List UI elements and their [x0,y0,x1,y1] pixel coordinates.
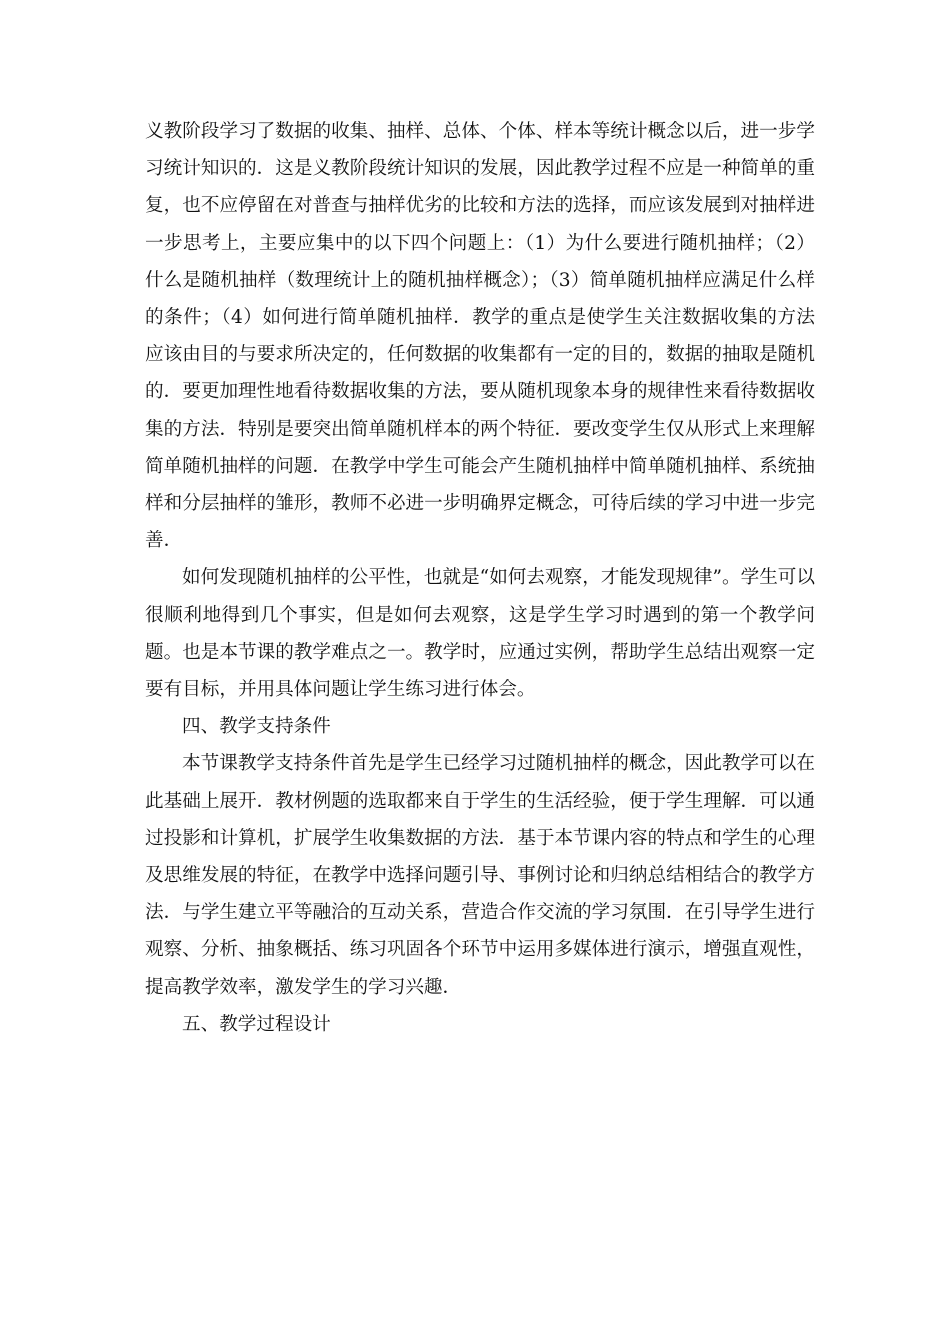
paragraph-teaching-difficulty: 如何发现随机抽样的公平性，也就是“如何去观察，才能发现规律”。学生可以很顺利地得到几个事实，但是如何去观察，这是学生学习时遇到的第一个教学问题。也是本节课的教学难点之一。教学时，应通过实例，帮助学生总结出观察一定要有目标，并用具体问题让学生练习进行体会。 [145,567,815,701]
paragraph-sampling-teaching-focus: 义教阶段学习了数据的收集、抽样、总体、个体、样本等统计概念以后，进一步学习统计知识的．这是义教阶段统计知识的发展，因此教学过程不应是一种简单的重复，也不应停留在对普查与抽样优劣的比较和方法的选择，而应该发展到对抽样进一步思考上，主要应集中的以下四个问题上：（1）为什么要进行随机抽样；（2）什么是随机抽样（数理统计上的随机抽样概念）；（3）简单随机抽样应满足什么样的条件；（4）如何进行简单随机抽样．教学的重点是使学生关注数据收集的方法应该由目的与要求所决定的，任何数据的收集都有一定的目的，数据的抽取是随机的．要更加理性地看待数据收集的方法，要从随机现象本身的规律性来看待数据收集的方法．特别是要突出简单随机样本的两个特征．要改变学生仅从形式上来理解简单随机抽样的问题．在教学中学生可能会产生随机抽样中简单随机抽样、系统抽样和分层抽样的雏形，教师不必进一步明确界定概念，可待后续的学习中进一步完善． [145,121,815,552]
section-heading-teaching-support: 四、教学支持条件 [182,716,331,738]
document-body [145,113,815,1043]
section-heading-teaching-process: 五、教学过程设计 [182,1013,331,1035]
paragraph-teaching-support-conditions: 本节课教学支持条件首先是学生已经学习过随机抽样的概念，因此教学可以在此基础上展开．教材例题的选取都来自于学生的生活经验，便于学生理解．可以通过投影和计算机，扩展学生收集数据的方法．基于本节课内容的特点和学生的心理及思维发展的特征，在教学中选择问题引导、事例讨论和归纳总结相结合的教学方法．与学生建立平等融洽的互动关系，营造合作交流的学习氛围．在引导学生进行观察、分析、抽象概括、练习巩固各个环节中运用多媒体进行演示，增强直观性，提高教学效率，激发学生的学习兴趣． [145,753,815,998]
